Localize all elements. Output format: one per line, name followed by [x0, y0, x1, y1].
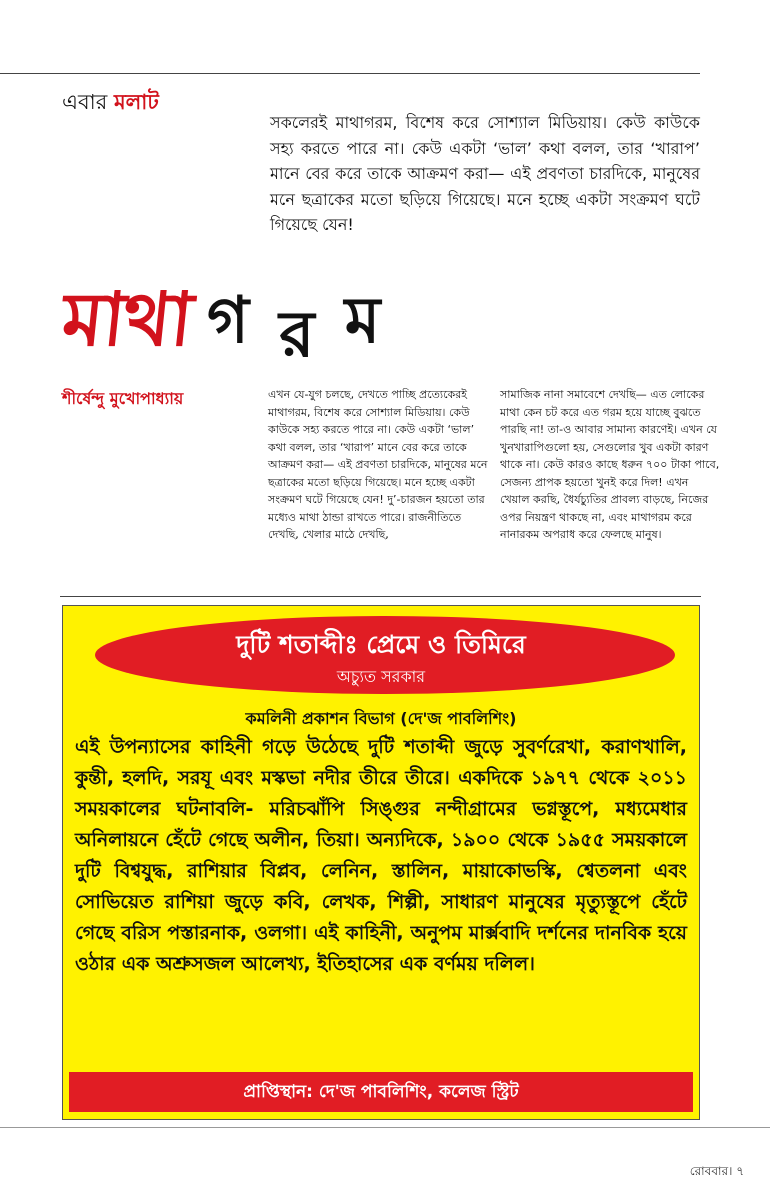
ad-publisher: কমলিনী প্রকাশন বিভাগ (দে'জ পাবলিশিং) [245, 709, 517, 728]
book-advertisement [62, 605, 700, 1120]
headline-part2 [207, 280, 384, 387]
section-divider [60, 596, 701, 597]
headline-letter: র [279, 298, 319, 372]
ad-book-title: দুটি শতাব্দীঃ প্রেমে ও তিমিরে [236, 630, 526, 659]
top-divider [0, 73, 700, 74]
headline-letter: গ [207, 284, 253, 358]
intro-text: সকলেরই মাথাগরম, বিশেষ করে সোশ্যাল মিডিয়ায়। কেউ কাউকে সহ্য করতে পারে না। কেউ একটা ‘ভাল’ কথা বলল, তার ‘খারাপ’ মানে বের করে তাকে আক্রমণ করা— এই প্রবণতা চারদিকে, মানুষের মনে ছত্রাকের মতো ছড়িয়ে গিয়েছে। মনে হচ্ছে একটা সংক্রমণ ঘটে গিয়েছে যেন! [270, 113, 700, 234]
section-label [62, 86, 159, 121]
headline-letter: ম [344, 284, 385, 358]
ad-book-author: অচ্যুত সরকার [336, 667, 426, 686]
section-prefix: এবার [62, 90, 108, 114]
ad-availability-bar: প্রাপ্তিস্থান: দে'জ পাবলিশিং, কলেজ স্ট্রিট [69, 1072, 693, 1112]
headline-part1: মাথা [58, 277, 196, 363]
article-column-2: সামাজিক নানা সমাবেশে দেখছি— এত লোকের মাথা কেন চট করে এত গরম হয়ে যাচ্ছে বুঝতে পারছি না! তা-ও আবার সামান্য কারণেই। এখন যে খুনখারাপিগুলো হয়, সেগুলোর খুব একটা কারণ থাকে না। কেউ কারও কাছে ধরুন ৭০০ টাকা পাবে, সেজন্য প্রাপক হয়তো খুনই করে দিল! এখন খেয়াল করছি, ধৈর্যচ্যুতির প্রাবল্য বাড়ছে, নিজের ওপর নিয়ন্ত্রণ থাকছে না, এবং মাথাগরম করে নানারকম অপরাধ করে ফেলছে মানুষ। [500, 388, 720, 541]
page-footer: রোববার। ৭ [689, 1164, 744, 1178]
article-column-1: এখন যে-যুগ চলছে, দেখতে পাচ্ছি প্রত্যেকেরই মাথাগরম, বিশেষ করে সোশ্যাল মিডিয়ায়। কেউ কাউকে সহ্য করতে পারে না। কেউ একটা ‘ভাল’ কথা বলল, তার ‘খারাপ’ মানে বের করে তাকে আক্রমণ করা— এই প্রবণতা চারদিকে, মানুষের মনে ছত্রাকের মতো ছড়িয়ে গিয়েছে। মনে হচ্ছে একটা সংক্রমণ ঘটে গিয়েছে যেন! দু’-চারজন হয়তো তার মধ্যেও মাথা ঠান্ডা রাখতে পারে। রাজনীতিতে দেখছি, খেলার মাঠে দেখছি, [268, 388, 488, 541]
section-name: মলাট [114, 90, 159, 114]
ad-description: এই উপন্যাসের কাহিনী গড়ে উঠেছে দুটি শতাব্দী জুড়ে সুবর্ণরেখা, করাণখালি, কুন্তী, হলদি, সরযূ এবং মস্কভা নদীর তীরে তীরে। একদিকে ১৯৭৭ থেকে ২০১১ সময়কালের ঘটনাবলি- মরিচঝাঁপি সিঙ্গুর নন্দীগ্রামের ভগ্নস্তূপে, মধ্যমেধার অনিলায়নে হেঁটে গেছে অলীন, তিয়া। অন্যদিকে, ১৯০০ থেকে ১৯৫৫ সময়কালে দুটি বিশ্বযুদ্ধ, রাশিয়ার বিপ্লব, লেনিন, স্তালিন, মায়াকোভস্কি, শ্বেতলনা এবং সোভিয়েত রাশিয়া জুড়ে কবি, লেখক, শিল্পী, সাধারণ মানুষের মৃত্যুস্তূপে হেঁটে গেছে বরিস পস্তারনাক, ওলগা। এই কাহিনী, অনুপম মার্ক্সবাদি দর্শনের দানবিক হয়ে ওঠার এক অশ্রুসজল আলেখ্য, ইতিহাসের এক বর্ণময় দলিল। [75, 736, 687, 975]
author-byline: শীর্ষেন্দু মুখোপাধ্যায় [62, 389, 184, 408]
article-headline [58, 258, 442, 378]
bottom-divider [0, 1127, 770, 1128]
